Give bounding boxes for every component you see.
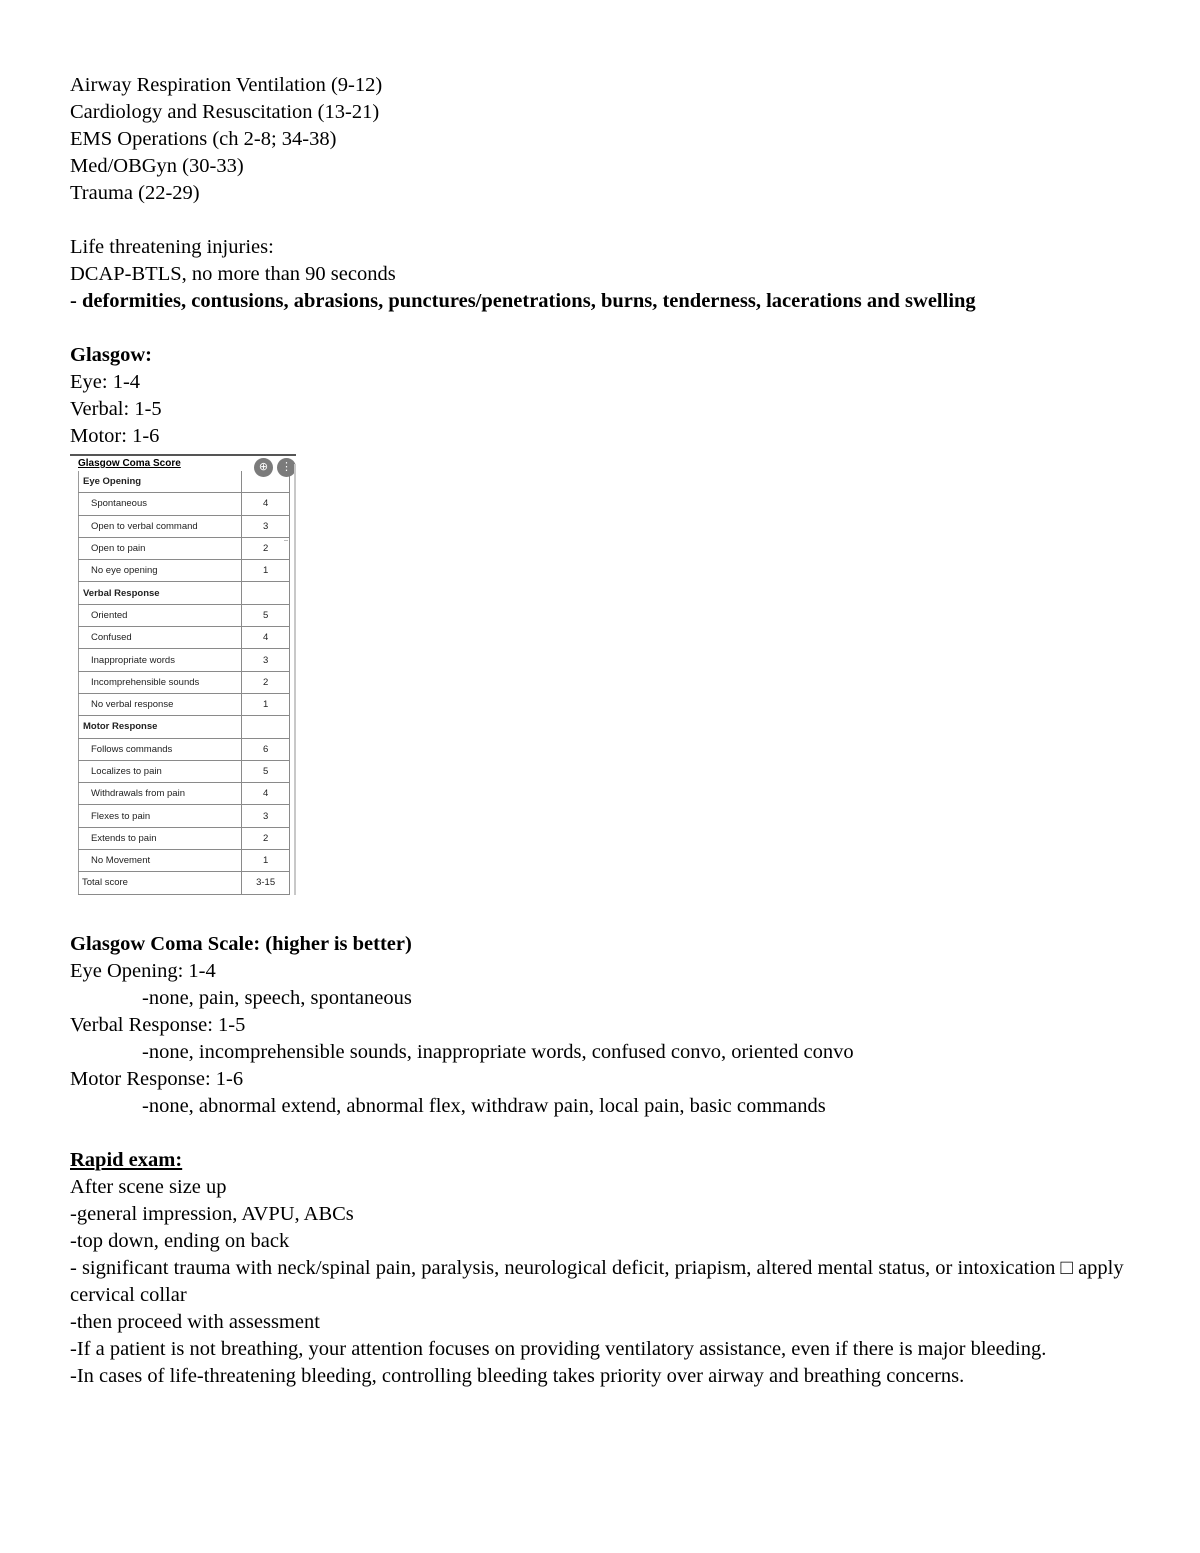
gcs-scale-motor-detail: -none, abnormal extend, abnormal flex, withdraw pain, local pain, basic commands — [142, 1094, 826, 1117]
gcs-row-label: Localizes to pain — [79, 760, 242, 782]
gcs-row-score: 4 — [242, 627, 290, 649]
gcs-item-row — [79, 515, 290, 537]
gcs-row-label: Total score — [79, 872, 242, 894]
gcs-row-label: Verbal Response — [79, 582, 242, 604]
gcs-row-label: Motor Response — [79, 716, 242, 738]
gcs-row-label: Confused — [79, 627, 242, 649]
dcap-btls-line: DCAP-BTLS, no more than 90 seconds — [70, 263, 396, 285]
gcs-table — [78, 471, 290, 895]
gcs-item-row — [79, 783, 290, 805]
gcs-section-row — [79, 582, 290, 604]
gcs-row-score: 1 — [242, 560, 290, 582]
rapid-exam-line: -top down, ending on back — [70, 1229, 290, 1252]
gcs-row-score: 3 — [242, 649, 290, 671]
gcs-row-label: Eye Opening — [79, 471, 242, 493]
gcs-section-row — [79, 716, 290, 738]
gcs-scale-heading: Glasgow Coma Scale: (higher is better) — [70, 932, 412, 955]
rapid-exam-line: -In cases of life-threatening bleeding, controlling bleeding takes priority over airway and breathing concerns. — [70, 1364, 965, 1387]
gcs-item-row — [79, 693, 290, 715]
glasgow-eye: Eye: 1-4 — [70, 371, 141, 393]
gcs-row-score: 2 — [242, 671, 290, 693]
gcs-item-row — [79, 604, 290, 626]
gcs-row-label: Open to verbal command — [79, 515, 242, 537]
gcs-row-label: Spontaneous — [79, 493, 242, 515]
gcs-row-label: No verbal response — [79, 693, 242, 715]
gcs-row-label: No eye opening — [79, 560, 242, 582]
gcs-item-row — [79, 537, 290, 559]
gcs-item-row — [79, 627, 290, 649]
gcs-row-score: 6 — [242, 738, 290, 760]
glasgow-verbal: Verbal: 1-5 — [70, 398, 162, 420]
gcs-item-row — [79, 850, 290, 872]
injury-list: - deformities, contusions, abrasions, punctures/penetrations, burns, tenderness, lacerations and swelling — [70, 290, 976, 312]
chapter-line: Trauma (22-29) — [70, 182, 200, 204]
gcs-row-score: 5 — [242, 604, 290, 626]
gcs-row-label: Incomprehensible sounds — [79, 671, 242, 693]
chapter-line: Cardiology and Resuscitation (13-21) — [70, 101, 380, 123]
gcs-row-score: 4 — [242, 783, 290, 805]
gcs-item-row — [79, 560, 290, 582]
zoom-icon[interactable]: ⊕ — [254, 458, 273, 477]
rapid-exam-line: -general impression, AVPU, ABCs — [70, 1202, 354, 1225]
gcs-item-row — [79, 493, 290, 515]
gcs-scale-verbal: Verbal Response: 1-5 — [70, 1013, 246, 1036]
gcs-row-label: Inappropriate words — [79, 649, 242, 671]
gcs-row-score: 2 — [242, 537, 290, 559]
gcs-scale-motor: Motor Response: 1-6 — [70, 1067, 244, 1090]
gcs-row-score: 1 — [242, 693, 290, 715]
glasgow-coma-score-table-image — [70, 454, 296, 895]
document-page — [70, 72, 1140, 1390]
gcs-image-toolbar — [254, 458, 296, 477]
gcs-row-label: No Movement — [79, 850, 242, 872]
gcs-total-row — [79, 872, 290, 894]
rapid-exam-line: After scene size up — [70, 1175, 227, 1198]
gcs-row-label: Open to pain — [79, 537, 242, 559]
gcs-scale-verbal-detail: -none, incomprehensible sounds, inappropriate words, confused convo, oriented convo — [142, 1040, 854, 1063]
gcs-scale-eye: Eye Opening: 1-4 — [70, 959, 216, 982]
gcs-row-score: 3 — [242, 805, 290, 827]
gcs-item-row — [79, 738, 290, 760]
gcs-scale-eye-detail: -none, pain, speech, spontaneous — [142, 986, 412, 1009]
gcs-row-label: Withdrawals from pain — [79, 783, 242, 805]
rapid-exam-line: -then proceed with assessment — [70, 1310, 320, 1333]
life-threatening-heading: Life threatening injuries: — [70, 236, 274, 258]
gcs-row-score: 3-15 — [242, 872, 290, 894]
gcs-item-row — [79, 649, 290, 671]
gcs-row-label: Flexes to pain — [79, 805, 242, 827]
chapter-line: Med/OBGyn (30-33) — [70, 155, 244, 177]
gcs-row-label: Follows commands — [79, 738, 242, 760]
chapter-line: Airway Respiration Ventilation (9-12) — [70, 74, 383, 96]
gcs-row-score — [242, 582, 290, 604]
gcs-row-score: 3 — [242, 515, 290, 537]
gcs-item-row — [79, 671, 290, 693]
gcs-item-row — [79, 827, 290, 849]
gcs-row-score: 1 — [242, 850, 290, 872]
glasgow-motor: Motor: 1-6 — [70, 425, 160, 447]
gcs-row-label: Oriented — [79, 604, 242, 626]
gcs-row-score — [242, 716, 290, 738]
gcs-row-score: 4 — [242, 493, 290, 515]
rapid-exam-heading: Rapid exam: — [70, 1148, 183, 1171]
gcs-row-score: 5 — [242, 760, 290, 782]
gcs-item-row — [79, 805, 290, 827]
rapid-exam-line: - significant trauma with neck/spinal pain, paralysis, neurological deficit, priapism, altered mental status, or intoxication □ apply cervical collar — [70, 1256, 1124, 1306]
gcs-table-title: Glasgow Coma Score — [70, 454, 296, 471]
more-icon[interactable]: ⋮ — [277, 458, 296, 477]
chapter-line: EMS Operations (ch 2-8; 34-38) — [70, 128, 337, 150]
gcs-item-row — [79, 760, 290, 782]
rapid-exam-line: -If a patient is not breathing, your attention focuses on providing ventilatory assistance, even if there is major bleeding. — [70, 1337, 1047, 1360]
gcs-row-label: Extends to pain — [79, 827, 242, 849]
glasgow-heading: Glasgow: — [70, 344, 152, 366]
gcs-row-score: 2 — [242, 827, 290, 849]
